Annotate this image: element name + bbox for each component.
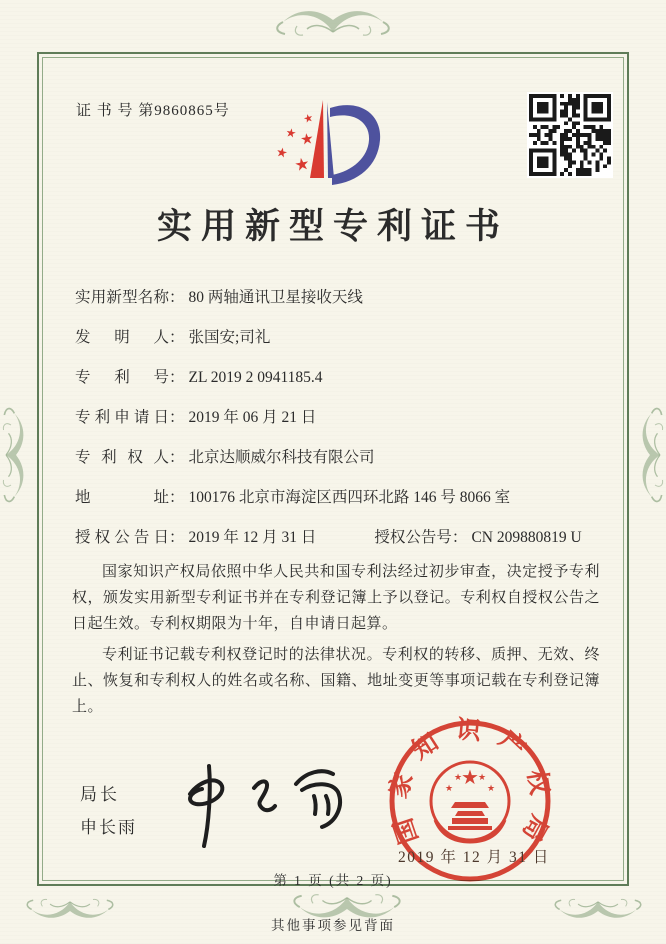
field-label: 专利号	[75, 369, 169, 386]
svg-text:★: ★	[299, 131, 315, 149]
field-value: 2019 年 06 月 21 日	[188, 409, 317, 426]
svg-text:★: ★	[461, 767, 479, 789]
cnipa-logo	[266, 84, 400, 197]
svg-text:★: ★	[453, 772, 463, 782]
ornament-left-middle	[0, 405, 33, 505]
svg-text:★: ★	[486, 783, 496, 793]
svg-text:★: ★	[302, 111, 315, 127]
svg-text:★: ★	[292, 153, 312, 176]
seal-date: 2019 年 12 月 31 日	[398, 849, 550, 866]
page-number: 第 1 页 (共 2 页)	[273, 873, 393, 888]
director-signature	[162, 752, 362, 852]
field-colon: ：	[169, 329, 185, 346]
ornament-right-middle	[633, 405, 666, 505]
field-colon: ：	[169, 409, 185, 426]
qr-code	[527, 92, 613, 178]
field-patent-number	[75, 366, 605, 390]
logo-stars	[275, 112, 315, 175]
grant-number-value: CN 209880819 U	[471, 529, 582, 546]
ornament-top-center	[273, 2, 393, 38]
back-note: 其他事项参见背面	[271, 918, 395, 933]
legal-paragraph-2: 专利证书记载专利权登记时的法律状况。专利权的转移、质押、无效、终止、恢复和专利权人的姓名或名称、国籍、地址变更等事项记载在专利登记簿上。	[72, 647, 600, 715]
field-colon: ：	[451, 529, 468, 546]
field-application-date	[75, 406, 605, 430]
svg-text:★: ★	[477, 772, 487, 782]
field-patentee	[75, 446, 605, 470]
cnipa-logo-graphic	[266, 84, 400, 192]
field-value: 2019 年 12 月 31 日	[188, 529, 317, 546]
field-label: 授权公告日	[75, 529, 169, 546]
field-value: 80 两轴通讯卫星接收天线	[188, 289, 363, 306]
field-value: 100176 北京市海淀区西四环北路 146 号 8066 室	[188, 489, 511, 506]
field-label: 实用新型名称	[75, 289, 169, 306]
field-label: 地址	[75, 489, 169, 506]
field-colon: ：	[169, 369, 185, 386]
field-value: 北京达顺威尔科技有限公司	[188, 449, 375, 466]
field-value: ZL 2019 2 0941185.4	[188, 369, 323, 386]
certificate-title: 实用新型专利证书	[156, 207, 509, 246]
svg-text:★: ★	[284, 125, 298, 141]
field-label: 专利申请日	[75, 409, 169, 426]
field-value: 张国安;司礼	[188, 329, 271, 346]
certificate-fields	[75, 286, 605, 550]
certificate-number: 证 书 号 第9860865号	[76, 103, 230, 119]
svg-text:★: ★	[274, 143, 290, 162]
field-label: 专利权人	[75, 449, 169, 466]
director-name: 申长雨	[80, 818, 137, 837]
field-colon: ：	[169, 529, 185, 546]
field-inventor	[75, 326, 605, 350]
field-colon: ：	[169, 489, 185, 506]
legal-paragraph-1: 国家知识产权局依照中华人民共和国专利法经过初步审查，决定授予专利权，颁发实用新型专利证书并在专利登记簿上予以登记。专利权自授权公告之日起生效。专利权期限为十年，自申请日起算。	[72, 564, 600, 632]
seal-arc-text: 国家知识产权局	[385, 716, 555, 860]
field-utility-model-name	[75, 286, 605, 310]
field-label: 发明人	[75, 329, 169, 346]
logo-p-bowl	[330, 105, 380, 185]
field-colon: ：	[169, 289, 185, 306]
director-title: 局长	[80, 785, 120, 804]
field-address	[75, 486, 605, 510]
svg-text:★: ★	[444, 783, 454, 793]
national-emblem	[431, 762, 509, 842]
legal-text	[72, 559, 600, 725]
grant-number-label: 授权公告号	[374, 529, 452, 546]
field-colon: ：	[169, 449, 185, 466]
field-grant-date-and-number	[75, 526, 605, 550]
